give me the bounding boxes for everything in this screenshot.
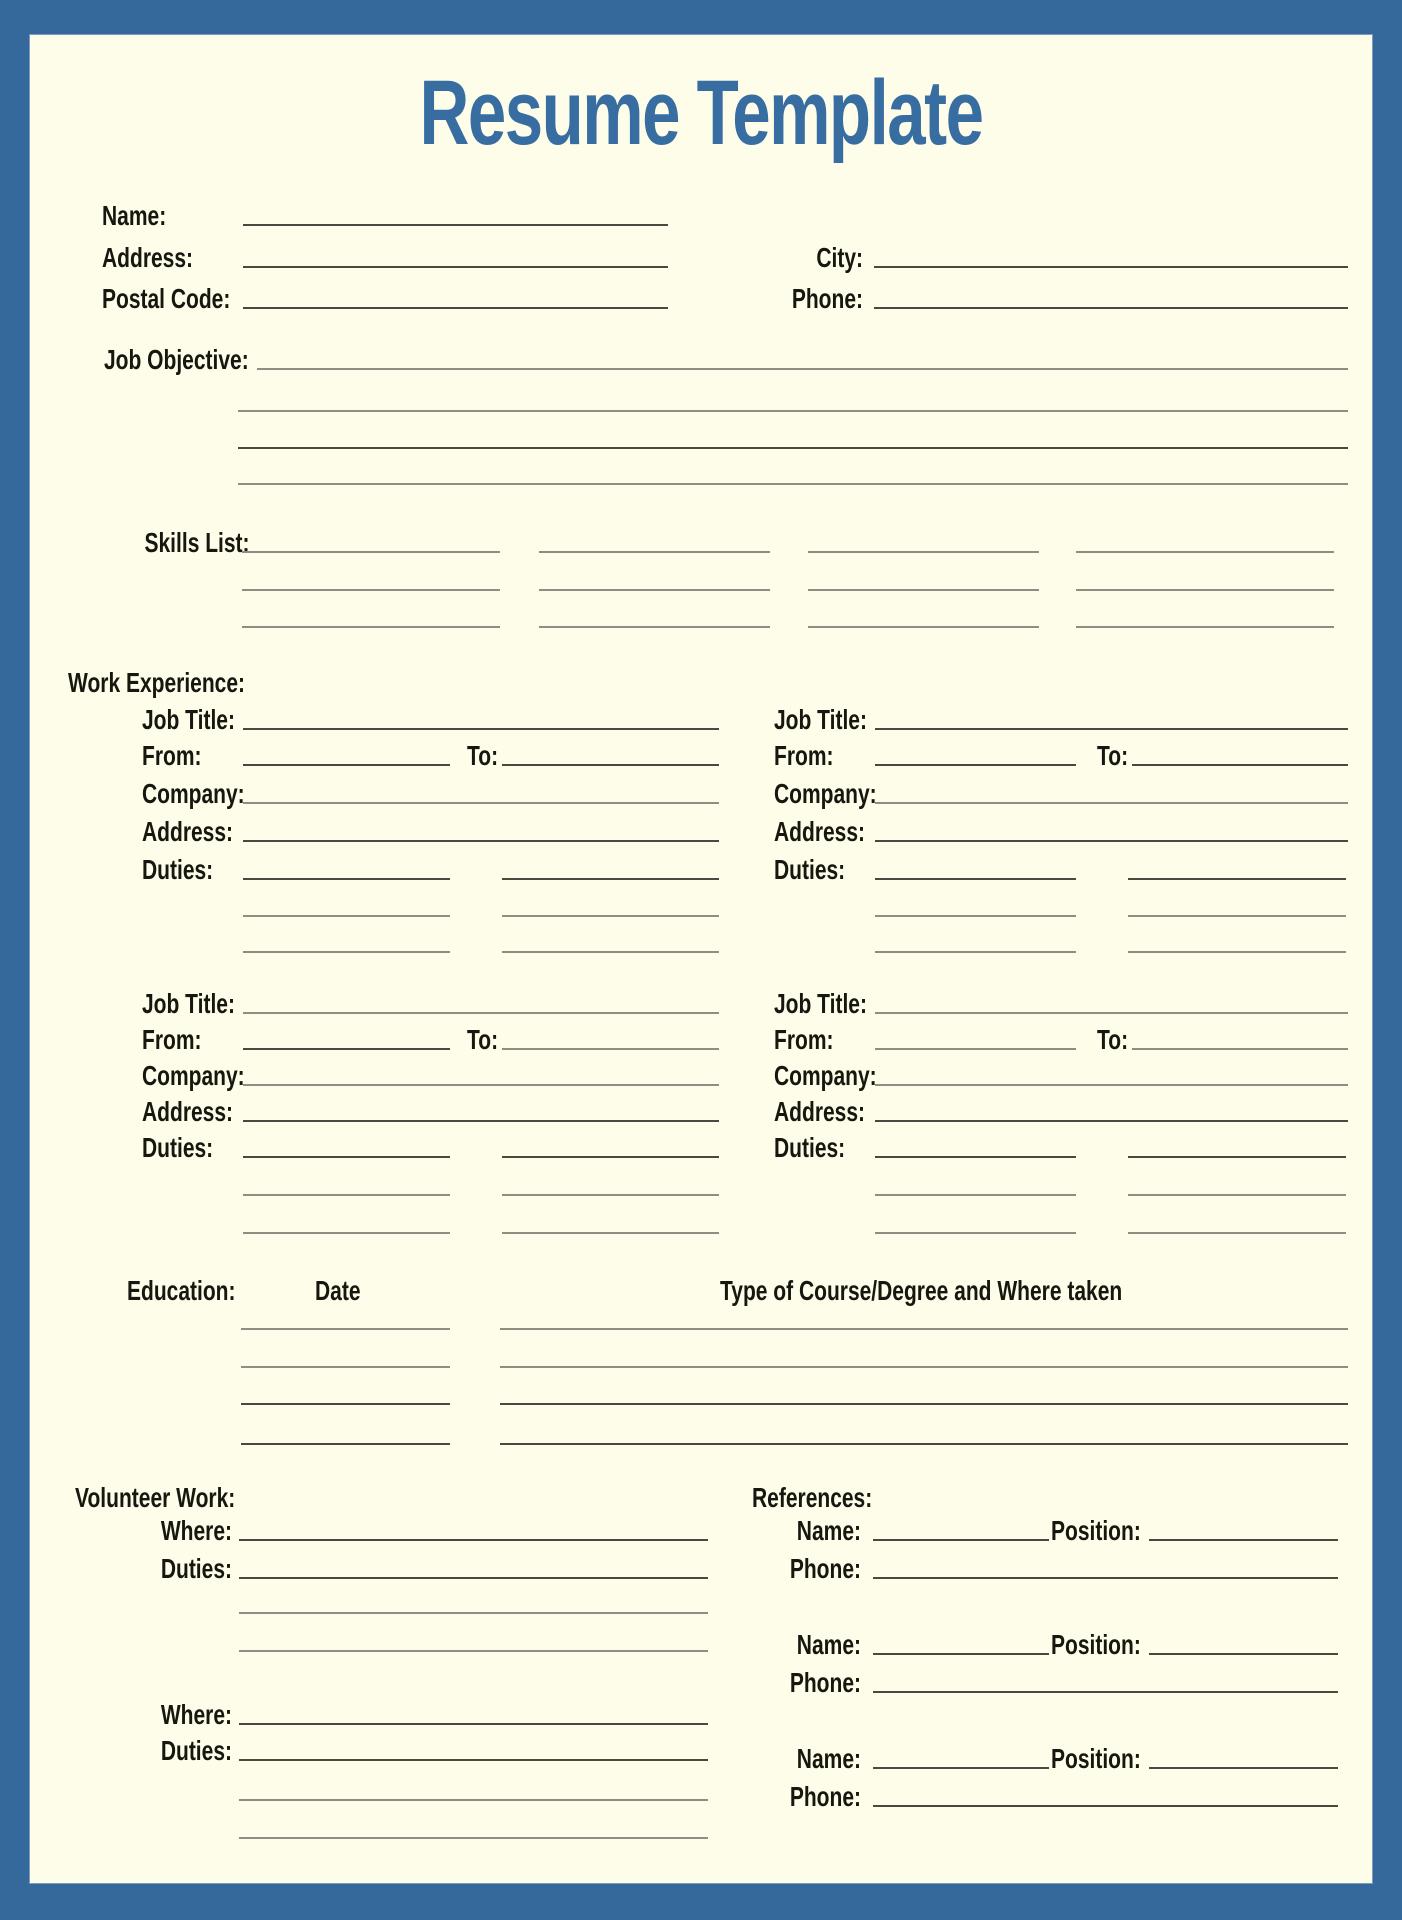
job-title-line <box>243 1012 719 1014</box>
paper-sheet <box>30 35 1372 1883</box>
duties-line <box>243 1194 450 1196</box>
company-line <box>243 1084 719 1086</box>
reference-name-label: Name: <box>796 1628 861 1660</box>
duties-row <box>30 849 1372 885</box>
job-title-label: Job Title: <box>774 703 867 735</box>
duties-line <box>875 878 1076 880</box>
from-label: From: <box>142 1023 202 1055</box>
to-line <box>1132 1048 1348 1050</box>
education-row <box>30 1374 1372 1410</box>
name-label: Name: <box>102 199 167 231</box>
postal-code-label: Postal Code: <box>102 282 231 314</box>
to-label: To: <box>467 739 499 771</box>
to-label: To: <box>1097 739 1129 771</box>
duties-line <box>875 1156 1076 1158</box>
reference-position-line <box>1149 1653 1338 1655</box>
reference-name-row <box>30 1624 1372 1660</box>
job-objective-line <box>257 368 1348 370</box>
where-line <box>239 1539 708 1541</box>
skills-line <box>242 626 500 628</box>
address-line <box>243 266 668 268</box>
reference-name-label: Name: <box>796 1514 861 1546</box>
from-label: From: <box>142 739 202 771</box>
reference-name-line <box>873 1767 1049 1769</box>
education-date-line <box>241 1443 450 1445</box>
volunteer-references-header <box>30 1477 1372 1513</box>
duties-line <box>502 1232 719 1234</box>
from-label: From: <box>774 1023 834 1055</box>
from-line <box>243 1048 450 1050</box>
skills-list-label: Skills List: <box>144 526 250 558</box>
company-row <box>30 1055 1372 1091</box>
skills-row <box>30 597 1372 633</box>
duties-row <box>30 1165 1372 1201</box>
job-address-label: Address: <box>142 815 234 847</box>
job-objective-row <box>30 454 1372 490</box>
duties-label: Duties: <box>160 1734 232 1766</box>
job-title-label: Job Title: <box>142 987 235 1019</box>
duties-line <box>1128 1194 1346 1196</box>
to-line <box>502 764 719 766</box>
job-objective-line <box>238 410 1348 412</box>
job-address-row <box>30 1091 1372 1127</box>
reference-name-label: Name: <box>796 1742 861 1774</box>
duties-line <box>875 1232 1076 1234</box>
skills-line <box>539 551 770 553</box>
education-course-header: Type of Course/Degree and Where taken <box>720 1274 1123 1306</box>
education-course-line <box>500 1443 1348 1445</box>
skills-row <box>30 560 1372 596</box>
from-line <box>875 1048 1076 1050</box>
job-objective-row <box>30 381 1372 417</box>
volunteer-extra-row <box>30 1583 1372 1619</box>
duties-row <box>30 922 1372 958</box>
skills-line <box>808 551 1039 553</box>
from-line <box>243 764 450 766</box>
company-row <box>30 773 1372 809</box>
job-dates-row <box>30 735 1372 771</box>
duties-label: Duties: <box>774 1131 846 1163</box>
phone-label: Phone: <box>791 282 863 314</box>
duties-line <box>875 915 1076 917</box>
city-line <box>874 266 1348 268</box>
skills-line <box>808 626 1039 628</box>
volunteer-where-row <box>30 1694 1372 1730</box>
phone-line <box>874 307 1348 309</box>
to-label: To: <box>467 1023 499 1055</box>
duties-row <box>30 1203 1372 1239</box>
skills-line <box>539 626 770 628</box>
volunteer-extra-row <box>30 1808 1372 1844</box>
reference-name-row <box>30 1738 1372 1774</box>
work-experience-label: Work Experience: <box>68 666 246 698</box>
volunteer-duties-line <box>239 1612 708 1614</box>
duties-line <box>1128 951 1346 953</box>
postal-code-line <box>243 307 668 309</box>
city-label: City: <box>816 241 863 273</box>
reference-position-line <box>1149 1539 1338 1541</box>
job-title-line <box>875 728 1348 730</box>
job-objective-line <box>238 483 1348 485</box>
reference-position-label: Position: <box>1051 1628 1141 1660</box>
duties-line <box>243 878 450 880</box>
reference-name-line <box>873 1653 1049 1655</box>
job-objective-label: Job Objective: <box>104 343 249 375</box>
skills-line <box>808 589 1039 591</box>
skills-line <box>1076 589 1334 591</box>
duties-line <box>502 1156 719 1158</box>
education-course-line <box>500 1366 1348 1368</box>
address-row <box>30 237 1372 273</box>
volunteer-duties-row <box>30 1548 1372 1584</box>
reference-phone-label: Phone: <box>789 1780 861 1812</box>
education-date-line <box>241 1366 450 1368</box>
volunteer-where-row <box>30 1510 1372 1546</box>
education-row <box>30 1299 1372 1335</box>
duties-row <box>30 886 1372 922</box>
volunteer-duties-line <box>239 1577 708 1579</box>
reference-phone-line <box>873 1805 1338 1807</box>
duties-label: Duties: <box>774 853 846 885</box>
reference-phone-label: Phone: <box>789 1666 861 1698</box>
company-label: Company: <box>774 1059 877 1091</box>
duties-line <box>1128 878 1346 880</box>
address-label: Address: <box>102 241 194 273</box>
to-line <box>1132 764 1348 766</box>
education-course-line <box>500 1403 1348 1405</box>
from-label: From: <box>774 739 834 771</box>
duties-line <box>1128 915 1346 917</box>
where-line <box>239 1723 708 1725</box>
duties-line <box>1128 1232 1346 1234</box>
education-label: Education: <box>127 1274 236 1306</box>
job-title-row <box>30 983 1372 1019</box>
job-dates-row <box>30 1019 1372 1055</box>
job-address-label: Address: <box>142 1095 234 1127</box>
from-line <box>875 764 1076 766</box>
duties-line <box>875 951 1076 953</box>
education-course-line <box>500 1328 1348 1330</box>
name-row <box>30 195 1372 231</box>
duties-label: Duties: <box>160 1552 232 1584</box>
job-objective-row <box>30 418 1372 454</box>
reference-name-line <box>873 1539 1049 1541</box>
job-address-line <box>243 840 719 842</box>
company-line <box>875 802 1348 804</box>
reference-position-label: Position: <box>1051 1742 1141 1774</box>
where-label: Where: <box>160 1698 232 1730</box>
volunteer-duties-line <box>239 1837 708 1839</box>
job-title-line <box>243 728 719 730</box>
duties-line <box>502 878 719 880</box>
duties-line <box>502 915 719 917</box>
duties-label: Duties: <box>142 1131 214 1163</box>
job-title-label: Job Title: <box>142 703 235 735</box>
job-title-row <box>30 699 1372 735</box>
education-row <box>30 1414 1372 1450</box>
company-label: Company: <box>142 777 245 809</box>
skills-line <box>1076 551 1334 553</box>
duties-line <box>1128 1156 1346 1158</box>
education-row <box>30 1337 1372 1373</box>
reference-position-line <box>1149 1767 1338 1769</box>
postal-row <box>30 278 1372 314</box>
references-label: References: <box>752 1481 873 1513</box>
duties-line <box>243 1232 450 1234</box>
reference-phone-line <box>873 1577 1338 1579</box>
job-address-line <box>875 840 1348 842</box>
company-line <box>875 1084 1348 1086</box>
skills-line <box>1076 626 1334 628</box>
reference-position-label: Position: <box>1051 1514 1141 1546</box>
education-date-header: Date <box>315 1274 361 1306</box>
name-line <box>243 224 668 226</box>
skills-row <box>30 522 1372 558</box>
company-label: Company: <box>142 1059 245 1091</box>
duties-line <box>875 1194 1076 1196</box>
job-address-line <box>243 1120 719 1122</box>
job-objective-line <box>238 447 1348 449</box>
job-address-line <box>875 1120 1348 1122</box>
to-line <box>502 1048 719 1050</box>
duties-line <box>502 1194 719 1196</box>
page-title: Resume Template <box>419 62 983 164</box>
duties-line <box>502 951 719 953</box>
to-label: To: <box>1097 1023 1129 1055</box>
duties-label: Duties: <box>142 853 214 885</box>
reference-phone-label: Phone: <box>789 1552 861 1584</box>
education-date-line <box>241 1328 450 1330</box>
job-address-label: Address: <box>774 1095 866 1127</box>
skills-line <box>539 589 770 591</box>
duties-line <box>243 1156 450 1158</box>
skills-line <box>242 551 500 553</box>
job-address-label: Address: <box>774 815 866 847</box>
job-title-line <box>875 1012 1348 1014</box>
reference-phone-row <box>30 1776 1372 1812</box>
reference-phone-row <box>30 1662 1372 1698</box>
job-title-label: Job Title: <box>774 987 867 1019</box>
company-line <box>243 802 719 804</box>
duties-line <box>243 915 450 917</box>
work-experience-header <box>30 662 1372 698</box>
company-label: Company: <box>774 777 877 809</box>
skills-line <box>242 589 500 591</box>
job-address-row <box>30 811 1372 847</box>
job-objective-row <box>30 339 1372 375</box>
education-date-line <box>241 1403 450 1405</box>
where-label: Where: <box>160 1514 232 1546</box>
volunteer-work-label: Volunteer Work: <box>75 1481 236 1513</box>
reference-phone-line <box>873 1691 1338 1693</box>
duties-line <box>243 951 450 953</box>
duties-row <box>30 1127 1372 1163</box>
